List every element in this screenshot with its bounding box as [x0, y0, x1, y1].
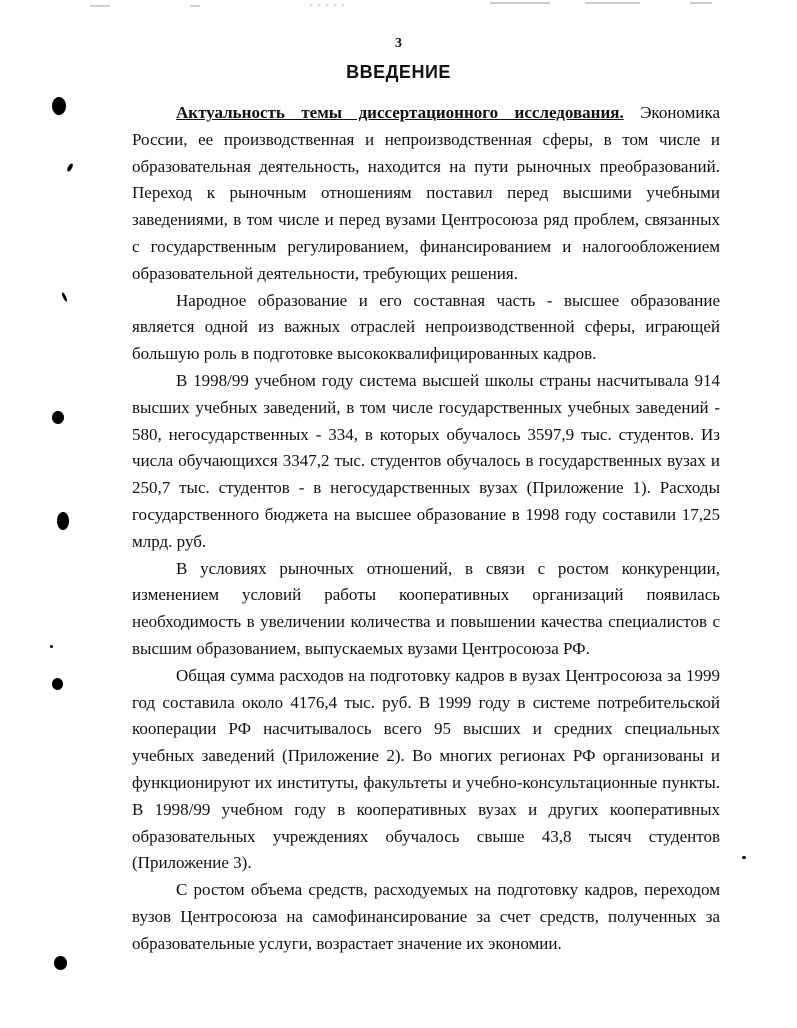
- margin-spot: [50, 645, 53, 648]
- paragraph-text: Экономика России, ее производственная и непроизводственная сферы, в том числе и образовательная деятельность, находится на пути рыночных преобразований. Переход к рыночным отношениям поставил перед высшими учебными заведениями, в том числе и перед вузами Центросоюза ряд проблем, связанных с государственным регулированием, финансированием и налогообложением образовательной деятельности, требующих решения.: [132, 103, 720, 283]
- margin-spot: [61, 292, 68, 302]
- paragraph: Народное образование и его составная часть - высшее образование является одной из важных отраслей непроизводственной сферы, играющей большую роль в подготовке высококвалифицированных кадров.: [132, 290, 720, 364]
- margin-spot: [66, 163, 74, 173]
- section-title: ВВЕДЕНИЕ: [346, 62, 451, 82]
- paragraph: В 1998/99 учебном году система высшей школы страны насчитывала 914 высших учебных заведений, в том числе государственных учебных заведений - 580, негосударственных - 334, в которых обучалось 3597,9 тыс. студентов. Из числа обучающихся 3347,2 тыс. студентов обучалось в государственных вузах и 250,7 тыс. студентов - в негосударственных вузах (Приложение 1). Расходы государственного бюджета на высшее образование в 1998 году составили 17,25 млрд. руб.: [132, 370, 720, 551]
- margin-spot: [52, 678, 63, 690]
- paragraph-lead: Актуальность темы диссертационного исследования.: [176, 103, 624, 122]
- page-number: 3: [395, 36, 402, 51]
- margin-spot: [57, 512, 69, 530]
- paragraph: С ростом объема средств, расходуемых на подготовку кадров, переходом вузов Центросоюза на самофинансирование за счет средств, полученных за образовательные услуги, возрастает значение их экономии.: [132, 880, 720, 953]
- paragraph: Общая сумма расходов на подготовку кадров в вузах Центросоюза за 1999 год составила около 4176,4 тыс. руб. В 1999 году в системе потребительской кооперации РФ насчитывалось всего 95 высших и средних специальных учебных заведений (Приложение 2). Во многих регионах РФ организованы и функционируют их институты, факультеты и учебно-консультационные пункты. В 1998/99 учебном году в кооперативных вузах и других кооперативных образовательных учреждениях обучалось свыше 43,8 тысяч студентов (Приложение 3).: [132, 665, 720, 873]
- margin-spot: [52, 411, 64, 424]
- paragraph: В условиях рыночных отношений, в связи с ростом конкуренции, изменением условий работы кооперативных организаций появилась необходимость в увеличении количества и повышении качества специалистов с высшим образованием, выпускаемых вузами Центросоюза РФ.: [132, 558, 720, 658]
- margin-spot: [742, 856, 746, 859]
- body-text: [132, 100, 720, 958]
- margin-spot: [54, 956, 67, 970]
- scan-edge-artifacts: [0, 0, 797, 10]
- paragraph-relevance: [132, 100, 720, 288]
- margin-spot: [52, 97, 66, 115]
